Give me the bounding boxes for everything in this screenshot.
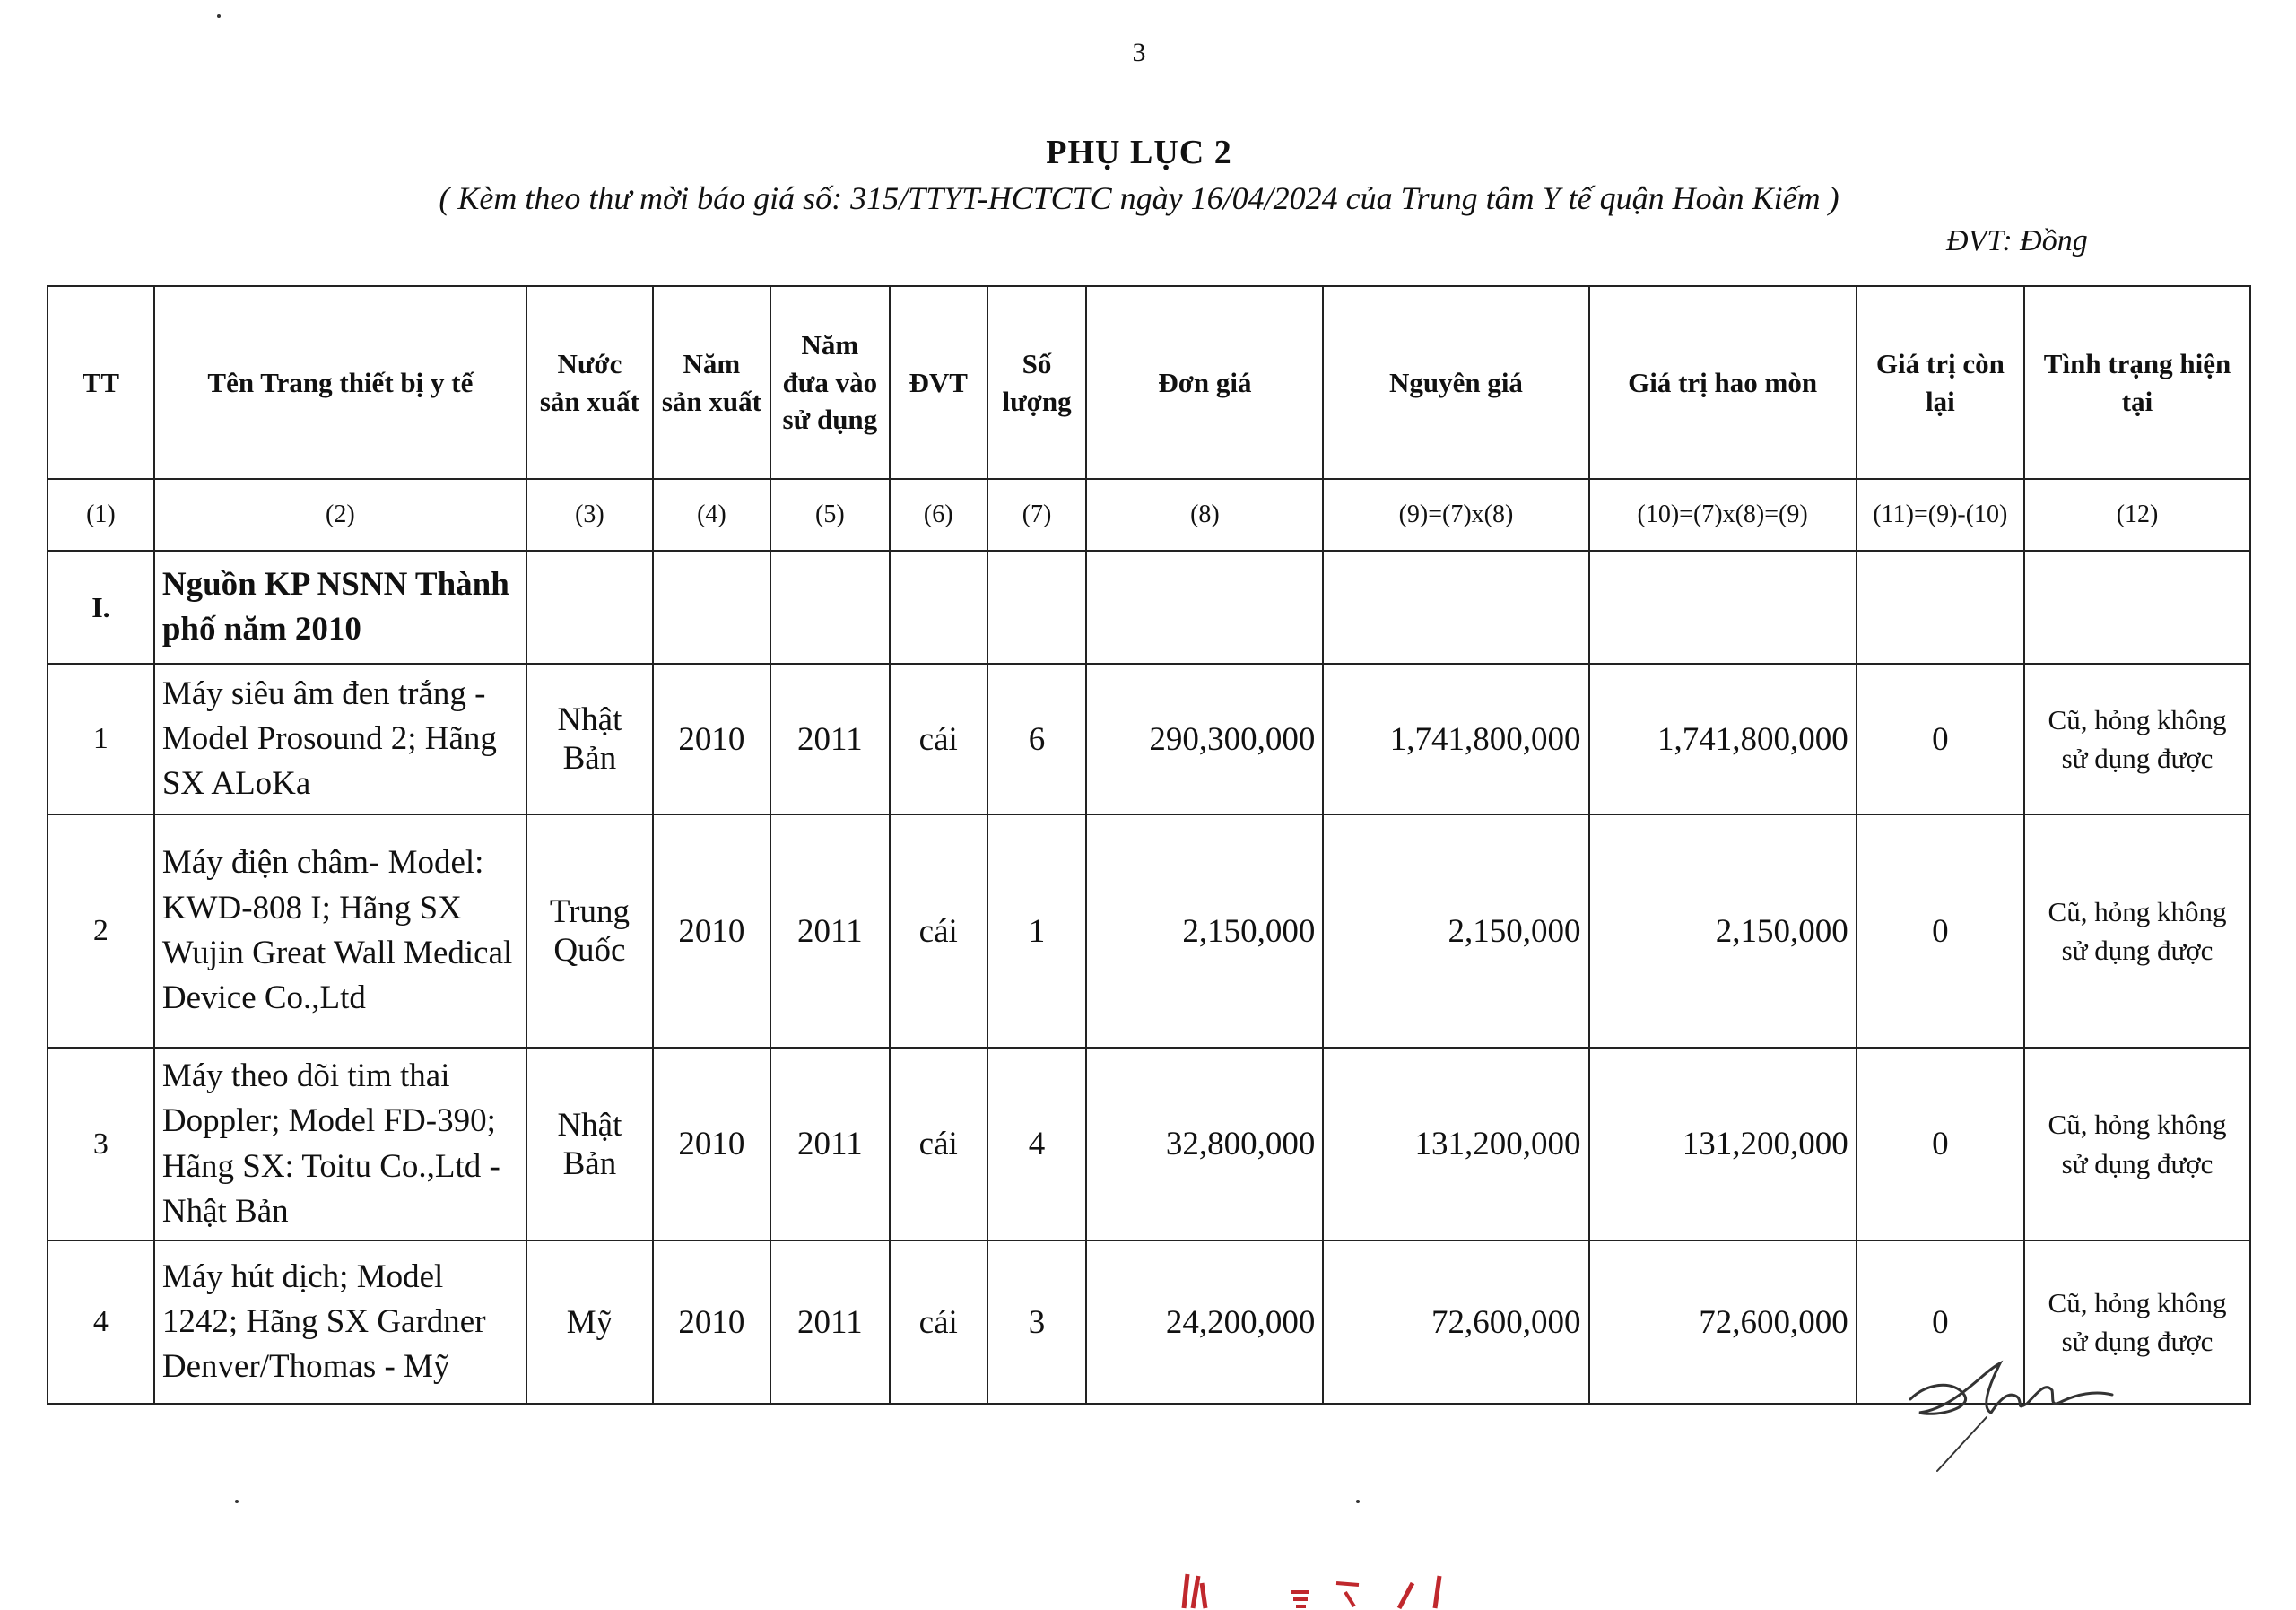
row-year-made: 2010 xyxy=(653,1048,770,1240)
header-remaining: Giá trị còn lại xyxy=(1857,286,2024,479)
colnum: (8) xyxy=(1086,479,1323,551)
row-original-cost: 2,150,000 xyxy=(1323,814,1588,1048)
header-year-used: Năm đưa vào sử dụng xyxy=(770,286,890,479)
row-tt: 3 xyxy=(48,1048,154,1240)
row-unit-price: 2,150,000 xyxy=(1086,814,1323,1048)
empty-cell xyxy=(1323,551,1588,664)
equipment-table xyxy=(47,285,2251,1405)
empty-cell xyxy=(526,551,653,664)
colnum: (11)=(9)-(10) xyxy=(1857,479,2024,551)
colnum: (5) xyxy=(770,479,890,551)
row-country: Nhật Bản xyxy=(526,664,653,814)
row-year-used: 2011 xyxy=(770,664,890,814)
colnum: (12) xyxy=(2024,479,2250,551)
row-depreciation: 131,200,000 xyxy=(1589,1048,1857,1240)
row-depreciation: 1,741,800,000 xyxy=(1589,664,1857,814)
header-country: Nước sản xuất xyxy=(526,286,653,479)
colnum: (4) xyxy=(653,479,770,551)
scan-speck xyxy=(235,1500,239,1503)
colnum: (6) xyxy=(890,479,987,551)
group-label: Nguồn KP NSNN Thành phố năm 2010 xyxy=(154,551,526,664)
empty-cell xyxy=(1589,551,1857,664)
empty-cell xyxy=(987,551,1087,664)
header-unit-price: Đơn giá xyxy=(1086,286,1323,479)
row-status: Cũ, hỏng không sử dụng được xyxy=(2024,1048,2250,1240)
colnum: (10)=(7)x(8)=(9) xyxy=(1589,479,1857,551)
row-unit: cái xyxy=(890,664,987,814)
row-original-cost: 72,600,000 xyxy=(1323,1240,1588,1404)
group-row xyxy=(48,551,2250,664)
colnum: (2) xyxy=(154,479,526,551)
row-remaining: 0 xyxy=(1857,1048,2024,1240)
header-depreciation: Giá trị hao mòn xyxy=(1589,286,1857,479)
row-country: Nhật Bản xyxy=(526,1048,653,1240)
colnum: (7) xyxy=(987,479,1087,551)
row-depreciation: 72,600,000 xyxy=(1589,1240,1857,1404)
row-country: Mỹ xyxy=(526,1240,653,1404)
header-original-cost: Nguyên giá xyxy=(1323,286,1588,479)
row-equipment-name: Máy hút dịch; Model 1242; Hãng SX Gardner Denver/Thomas - Mỹ xyxy=(154,1240,526,1404)
row-year-used: 2011 xyxy=(770,814,890,1048)
table-row xyxy=(48,1048,2250,1240)
empty-cell xyxy=(770,551,890,664)
row-tt: 1 xyxy=(48,664,154,814)
document-subtitle: ( Kèm theo thư mời báo giá số: 315/TTYT-HCTCTC ngày 16/04/2024 của Trung tâm Y tế quận Hoàn Kiếm ) xyxy=(439,180,1839,216)
currency-unit: ĐVT: Đồng xyxy=(1946,224,2088,257)
row-equipment-name: Máy siêu âm đen trắng - Model Prosound 2; Hãng SX ALoKa xyxy=(154,664,526,814)
column-number-row xyxy=(48,479,2250,551)
row-year-made: 2010 xyxy=(653,814,770,1048)
table-row xyxy=(48,814,2250,1048)
empty-cell xyxy=(2024,551,2250,664)
row-original-cost: 1,741,800,000 xyxy=(1323,664,1588,814)
header-name: Tên Trang thiết bị y tế xyxy=(154,286,526,479)
row-equipment-name: Máy theo dõi tim thai Doppler; Model FD-390; Hãng SX: Toitu Co.,Ltd - Nhật Bản xyxy=(154,1048,526,1240)
row-qty: 3 xyxy=(987,1240,1087,1404)
row-remaining: 0 xyxy=(1857,814,2024,1048)
header-row xyxy=(48,286,2250,479)
row-unit: cái xyxy=(890,814,987,1048)
row-year-used: 2011 xyxy=(770,1240,890,1404)
row-year-used: 2011 xyxy=(770,1048,890,1240)
row-unit-price: 32,800,000 xyxy=(1086,1048,1323,1240)
header-year-made: Năm sản xuất xyxy=(653,286,770,479)
row-unit-price: 290,300,000 xyxy=(1086,664,1323,814)
empty-cell xyxy=(1857,551,2024,664)
row-equipment-name: Máy điện châm- Model: KWD-808 I; Hãng SX Wujin Great Wall Medical Device Co.,Ltd xyxy=(154,814,526,1048)
row-original-cost: 131,200,000 xyxy=(1323,1048,1588,1240)
document-title: PHỤ LỤC 2 xyxy=(1046,134,1232,171)
row-tt: 2 xyxy=(48,814,154,1048)
row-depreciation: 2,150,000 xyxy=(1589,814,1857,1048)
table-row xyxy=(48,664,2250,814)
empty-cell xyxy=(653,551,770,664)
header-tt: TT xyxy=(48,286,154,479)
row-year-made: 2010 xyxy=(653,664,770,814)
row-status: Cũ, hỏng không sử dụng được xyxy=(2024,664,2250,814)
signature xyxy=(1901,1345,2117,1480)
row-status: Cũ, hỏng không sử dụng được xyxy=(2024,814,2250,1048)
row-unit: cái xyxy=(890,1240,987,1404)
colnum: (3) xyxy=(526,479,653,551)
colnum: (9)=(7)x(8) xyxy=(1323,479,1588,551)
row-unit-price: 24,200,000 xyxy=(1086,1240,1323,1404)
scan-speck xyxy=(1356,1500,1360,1503)
scan-speck xyxy=(217,14,221,18)
empty-cell xyxy=(890,551,987,664)
header-unit: ĐVT xyxy=(890,286,987,479)
page-number: 3 xyxy=(1132,38,1146,67)
row-unit: cái xyxy=(890,1048,987,1240)
row-status: Cũ, hỏng không sử dụng được xyxy=(2024,1240,2250,1404)
row-tt: 4 xyxy=(48,1240,154,1404)
row-year-made: 2010 xyxy=(653,1240,770,1404)
empty-cell xyxy=(1086,551,1323,664)
row-qty: 1 xyxy=(987,814,1087,1048)
row-remaining: 0 xyxy=(1857,664,2024,814)
row-country: Trung Quốc xyxy=(526,814,653,1048)
header-qty: Số lượng xyxy=(987,286,1087,479)
header-status: Tình trạng hiện tại xyxy=(2024,286,2250,479)
row-qty: 4 xyxy=(987,1048,1087,1240)
row-qty: 6 xyxy=(987,664,1087,814)
stamp-fragment xyxy=(1166,1565,1471,1610)
row-remaining: 0 xyxy=(1857,1240,2024,1404)
colnum: (1) xyxy=(48,479,154,551)
group-tt: I. xyxy=(48,551,154,664)
